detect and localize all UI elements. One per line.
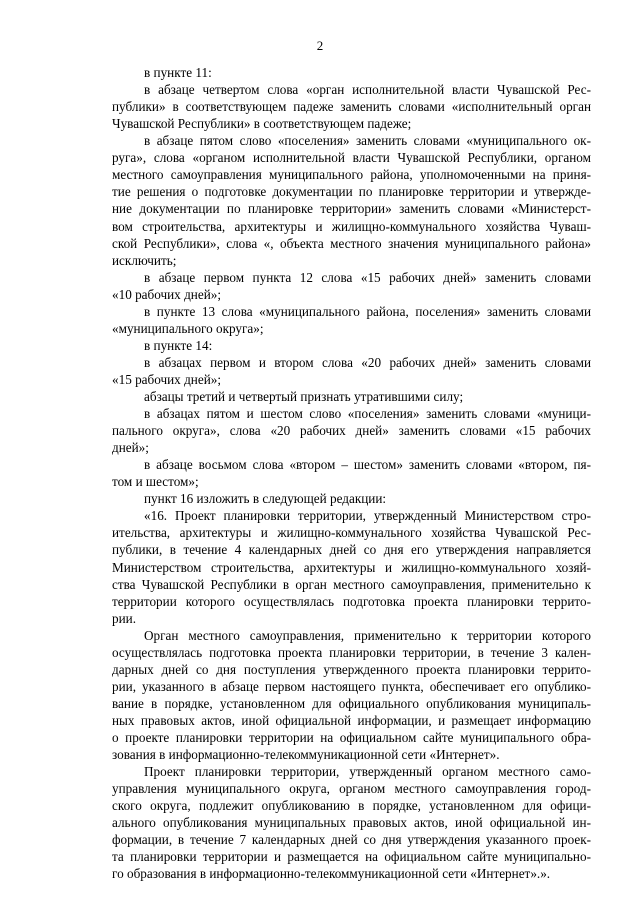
text-line: в абзаце пятом слово «поселения» заменить словами «муниципального ок- <box>144 133 591 149</box>
text-line: руга», слова «органом исполнительной власти Чувашской Республики, органом <box>112 150 591 166</box>
text-line: осуществлялась подготовка проекта планировки территории, в течение 3 кален- <box>112 644 592 660</box>
text-line: Орган местного самоуправления, применительно к территории которого <box>144 627 592 643</box>
text-line: Проект планировки территории, утвержденный органом местного само- <box>144 764 591 780</box>
text-line: в пункте 13 слова «муниципального района, поселения» заменить словами <box>144 303 592 319</box>
text-line: в абзаце четвертом слова «орган исполнительной власти Чувашской Рес- <box>144 82 591 97</box>
text-line: пального округа», слова «20 рабочих дней» заменить словами «15 рабочих <box>112 423 592 439</box>
text-line: о проекте планировки территории на официальном сайте муниципального обра- <box>112 730 591 745</box>
text-line: «10 рабочих дней»; <box>112 286 222 302</box>
text-line: ского округа, подлежит опубликованию в порядке, установленном для офици- <box>112 798 591 814</box>
text-line: ства Чувашской Республики в орган местного самоуправления, применительно к <box>112 576 591 592</box>
page-number: 2 <box>316 38 324 53</box>
text-line: ального опубликования муниципальных правовых актов, иной официальной ин- <box>112 815 592 831</box>
text-line: в абзаце восьмом слова «втором – шестом» заменить словами «втором, пя- <box>144 457 591 473</box>
text-line: вание в порядке, установленном для официального опубликования муниципаль- <box>112 695 591 711</box>
text-line: та планировки территории и размещается на официальном сайте муниципально- <box>112 849 591 865</box>
text-line: в абзацах пятом и шестом слово «поселения» заменить словами «муници- <box>144 406 591 421</box>
text-line: в абзаце первом пункта 12 слова «15 рабочих дней» заменить словами <box>144 269 592 285</box>
text-line: зования в информационно-телекоммуникационной сети «Интернет». <box>112 747 500 762</box>
text-line: в абзацах первом и втором слова «20 рабочих дней» заменить словами <box>144 354 592 370</box>
text-line: «муниципального округа»; <box>112 320 264 336</box>
text-line: го образования в информационно-телекоммуникационной сети «Интернет».». <box>112 866 551 882</box>
text-line: «15 рабочих дней»; <box>112 371 222 387</box>
text-line: пункт 16 изложить в следующей редакции: <box>144 491 387 507</box>
text-line: территории которого осуществлялась подготовка проекта планировки террито- <box>112 593 591 609</box>
text-line: вом строительства, архитектуры и жилищно-коммунального хозяйства Чуваш- <box>112 218 592 234</box>
text-line: ительства, архитектуры и жилищно-коммунального хозяйства Чувашской Рес- <box>112 525 591 541</box>
text-line: формации, в течение 7 календарных дней со дня утверждения указанного проек- <box>112 832 591 848</box>
text-line: публики, в течение 4 календарных дней со дня его утверждения направляется <box>112 542 591 558</box>
text-line: ской Республики», слова «, объекта местного значения муниципального района» <box>112 235 592 251</box>
text-line: публики» в соответствующем падеже заменить словами «исполнительный орган <box>112 99 592 115</box>
text-line: Министерством строительства, архитектуры и жилищно-коммунального хозяй- <box>112 559 592 575</box>
text-line: исключить; <box>112 252 177 268</box>
text-line: ных правовых актов, иной официальной информации, и размещает информацию <box>112 712 591 728</box>
text-line: дарных дней со дня поступления утвержденного проекта планировки террито- <box>112 661 591 677</box>
text-line: рии, указанного в абзаце первом настоящего пункта, обеспечивает его опублико- <box>112 678 592 694</box>
text-line: абзацы третий и четвертый признать утратившими силу; <box>144 388 464 404</box>
text-line: тие решения о подготовке документации по планировке территории и утвержде- <box>112 184 591 200</box>
text-line: ние документации по планировке территории» заменить словами «Министерст- <box>112 201 591 217</box>
text-line: том и шестом»; <box>112 474 199 490</box>
text-line: местного самоуправления муниципального района, уполномоченными на приня- <box>112 167 592 183</box>
text-line: управления муниципального округа, органом местного самоуправления город- <box>112 781 592 797</box>
text-line: «16. Проект планировки территории, утвержденный Министерством стро- <box>144 508 592 524</box>
text-line: рии. <box>112 610 137 626</box>
text-line: в пункте 11: <box>144 65 212 80</box>
text-line: дней»; <box>112 440 149 456</box>
text-line: Чувашской Республики» в соответствующем падеже; <box>112 116 412 132</box>
text-line: в пункте 14: <box>144 337 213 353</box>
